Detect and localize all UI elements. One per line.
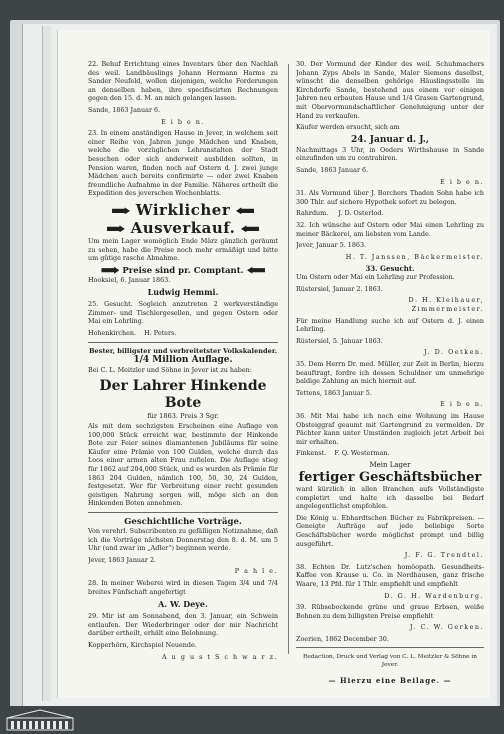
notice-28-signature: A. W. Deye.: [158, 599, 208, 610]
pointing-hand-icon: [101, 267, 119, 274]
divider-rule: [88, 512, 278, 513]
koenig-text: Die König u. Ebhardtschen Bücher zu Fabrikpreisen. — Geneigte Aufträge auf jede beliebige Sorte Geschäftsbücher werde möglichst prompt und billig ausgeführt.: [296, 513, 484, 548]
notice-28: 28. In meiner Weberei wird in diesen Tagen 3/4 und 7/4 breites Fünfschaft angefertigt: [88, 578, 278, 596]
pointing-hand-icon: [107, 225, 125, 232]
notice-22: 22. Behuf Errichtung eines Inventars über den Nachlaß des weil. Landbäuslings Johann Hermann Harms zu Sander Neufeld, wollen diejenigen, welche Forderungen an denselben haben, ihre specifiscirten Rechnungen gegen den 15. d. M. an mich gelangen lassen.: [88, 60, 278, 103]
notice-36: 36. Mit Mai habe ich noch eine Wohnung im Hause Obsteiggraf geaumt mit Gartengrund zu vermelden. Dr Pächter kann unter Umständen zugleich jetzt Arbeit bei mir erhalten.: [296, 412, 484, 446]
notice-35-date: Tettens, 1863 Januar 5.: [296, 388, 372, 397]
lager-label: Mein Lager: [369, 460, 411, 469]
bottom-strip: [0, 706, 504, 734]
vortraege-heading: Geschichtliche Vorträge.: [124, 517, 242, 527]
geschaeftsbuecher-heading: fertiger Geschäftsbücher: [298, 469, 482, 485]
notice-25-place: Hohenkirchen. H. Peters.: [88, 329, 177, 338]
footer-beilage: — Hierzu eine Beilage. —: [328, 676, 452, 686]
kalender-heading: Bester, billigster und verbreitetster Volkskalender.: [88, 346, 278, 355]
notice-31: 31. Als Vormund über J. Borchers Thaden Sohn habe ich 300 Thlr. auf sichere Hypothek sofort zu belegen.: [296, 189, 484, 206]
notice-29-signature: A u g u s t S c h w a r z.: [162, 652, 278, 661]
pointing-hand-icon: [236, 207, 254, 214]
notice-34-date: Rüstersiel, 5. Januar 1863.: [296, 336, 383, 345]
newspaper-page: [58, 30, 490, 698]
left-column: [88, 60, 278, 664]
notice-29-place: Kopperhörn, Kirchspiel Neuende.: [88, 640, 197, 649]
notice-30-place: Sande, 1863 Januar 6.: [296, 165, 369, 174]
notice-32-signature: H. T. Janssen, Bäckermeister.: [345, 252, 484, 261]
notice-32-date: Jever, Januar 5. 1863.: [296, 241, 367, 250]
notice-30-signature: E i b e n.: [440, 177, 484, 186]
notice-35: 35. Dem Herrn Dr. med. Müller, zur Zeit in Berlin, hierzu beauftragt, fordre ich dessen Schuldner um unmehrige baldige Zahlung an mich hiermit auf.: [296, 360, 484, 386]
notice-22-date: Sande, 1863 Januar 6.: [88, 105, 161, 114]
notice-30-sub: Käufer werden ersucht, sich am: [296, 123, 400, 132]
notice-39: 39. Rübsebockende grüne und graue Erbsen, weiße Bohnen zu dem billigsten Preise empfiehlt: [296, 603, 484, 620]
preise-heading: Preise sind pr. Comptant.: [88, 266, 278, 276]
right-column: [296, 60, 484, 692]
footer-rule: [296, 647, 484, 648]
notice-36-place: Finkenst. F. Q. Westerman.: [296, 449, 390, 458]
notice-31-place: Rahrdum. J. D. Osterlod.: [296, 209, 384, 218]
notice-35-signature: E i b e n.: [440, 400, 484, 409]
vortraege-signature: P a h l e.: [234, 567, 278, 576]
notice-30-date: 24. Januar d. J.,: [350, 134, 430, 145]
notice-30-sub2: Nachmittags 3 Uhr, in Oeders Wirthshause in Sande einzufinden um zu contrahiren.: [296, 145, 484, 163]
notice-33-heading: 33. Gesucht.: [365, 264, 415, 274]
notice-22-signature: E i b e n.: [161, 117, 205, 126]
lahrer-text: Als mit dem sechzigsten Erscheinen eine Auflage von 100,000 Stück erreicht war, bestimmte der Hinkende Bote zur Feier seines diamantenen Jubiläums für seine Käufer eine Prämie von 100 Gulden, welche durch das Loos einer armen alten Frau zufielen. Die Auflage stieg für 1862 auf 204,000 Stück, und es wurden als Prämie für 1863 204 Gulden, nämlich 100, 50, 30, 24 Gulden, festgesetzt. Wer für Verbreitung einer recht gesunden geistigen Nahrung sorgen will, möge sich an den Hinkenden Boten annehmen.: [88, 422, 278, 508]
notice-33: Um Ostern oder Mai ein Lehrling zur Profession.: [296, 273, 455, 282]
footer-imprint: Redaction, Druck und Verlag von C. L. Meitzler & Söhne in Jever.: [303, 654, 477, 668]
notice-39-signature: J. C. W. Gerken.: [409, 623, 484, 632]
notice-34: Für meine Handlung suche ich auf Ostern d. J. einen Lehrling.: [296, 316, 484, 334]
geschaeft-text: ward kürzlich in allen Branchen aufs Vollständigste completirt und halte ich dasselbe bei Bedarf angelegentlichst empfohlen.: [296, 484, 484, 511]
preise-date: Hooksiel, 6. Januar 1863.: [88, 275, 171, 284]
notice-33-signature-2: Zimmermeister.: [411, 305, 484, 314]
koenig-signature: J. F. G. Trendtel.: [404, 551, 484, 560]
lahrer-title: Der Lahrer Hinkende Bote: [99, 377, 267, 411]
column-divider: [288, 64, 289, 654]
vortraege-date: Jever, 1863 Januar 2.: [88, 555, 157, 564]
notice-33-date: Rüstersiel, Januar 2. 1863.: [296, 284, 383, 293]
verlag-text: Bei C. L. Meitzler und Söhne in Jever ist zu haben:: [88, 366, 252, 375]
ausverkauf-text: Um mein Lager womöglich Ende März gänzlich geräumt zu sehen, habe die Preise noch mehr ermäßigt und bitte um gütige rasche Abnahme.: [88, 236, 278, 263]
million-heading: 1/4 Million Auflage.: [133, 355, 233, 366]
vortraege-text: Von verehrl. Subscribenten zu gefälligen Notiznahme, daß ich die Vorträge nächsten Donnerstag den 8. d. M. um 5 Uhr (und zwar im „Adler“) beginnen werde.: [88, 527, 278, 553]
lahrer-year: für 1863. Preis 3 Sgr.: [147, 411, 219, 420]
notice-34-signature: J. D. Oetken.: [424, 348, 484, 357]
page-edge: [42, 26, 51, 701]
notice-38-signature: D. G. H. Wardenburg.: [384, 591, 484, 600]
pointing-hand-icon: [247, 267, 265, 274]
notice-30: 30. Der Vormund der Kinder des weil. Schuhmachers Johann Zyps Abels in Sande, Maler Siemens daselbst, wünscht die denselben gehörige Häuslingsstelle im Kirchdorfe Sande, bestehend aus einem vor einigen Jahren neu erbauten Hause und 1/4 Grasen Gartengrund, mit Obervormundschaftlicher Genehmigung unter der Hand zu verkaufen.: [296, 60, 484, 120]
notice-29: 29. Mir ist am Sonnabend, den 3. Januar, ein Schwein entlaufen. Der Wiederbringer oder der mir Nachricht darüber ertheilt, erhält eine Belohnung.: [88, 612, 278, 638]
ausverkauf-heading-2: Ausverkauf.: [88, 219, 278, 237]
ausverkauf-heading: Wirklicher: [88, 201, 278, 219]
pointing-hand-icon: [112, 207, 130, 214]
notice-33-signature: D. H. Kleihauer,: [408, 296, 484, 305]
notice-23: 23. In einem anständigen Hause in Jever, in welchem seit einer Reihe von Jahren junge Mädchen und Knaben, welche die vorzüglichen Lehranstalten der Stadt besuchen oder sich anderweit ausbilden sollten, in Pension waren, finden noch auf Ostern d. J. zwei junge Mädchen auch bereits confirmirte — oder zwei Knaben freundliche Aufnahme in der Familie. Näheres ertheilt die Expedition des jeverschen Wochenblatts.: [88, 129, 278, 198]
notice-38: 38. Echten Dr. Lutz'schen homöopath. Gesundheits-Kaffee von Krause u. Co. in Nordhausen, ganz frische Waare, 13 Pfd. für 1 Thlr. empfiehlt und empfiehlt: [296, 562, 484, 588]
divider-rule: [88, 342, 278, 343]
library-logo-icon: [6, 709, 74, 731]
pointing-hand-icon: [241, 225, 259, 232]
notice-39-date: Zoerien, 1862 December 30.: [296, 634, 389, 643]
notice-25: 25. Gesucht. Sogleich anzutreten 2 werkverständige Zimmer- und Tischlergesellen, und gegen Ostern oder Mai ein Lehrling.: [88, 300, 278, 326]
notice-32: 32. Ich wünsche auf Ostern oder Mai einen Lehrling zu meiner Bäckerei, am liebsten vom Lande.: [296, 220, 484, 238]
preise-signature: Ludwig Hemmi.: [147, 287, 219, 298]
